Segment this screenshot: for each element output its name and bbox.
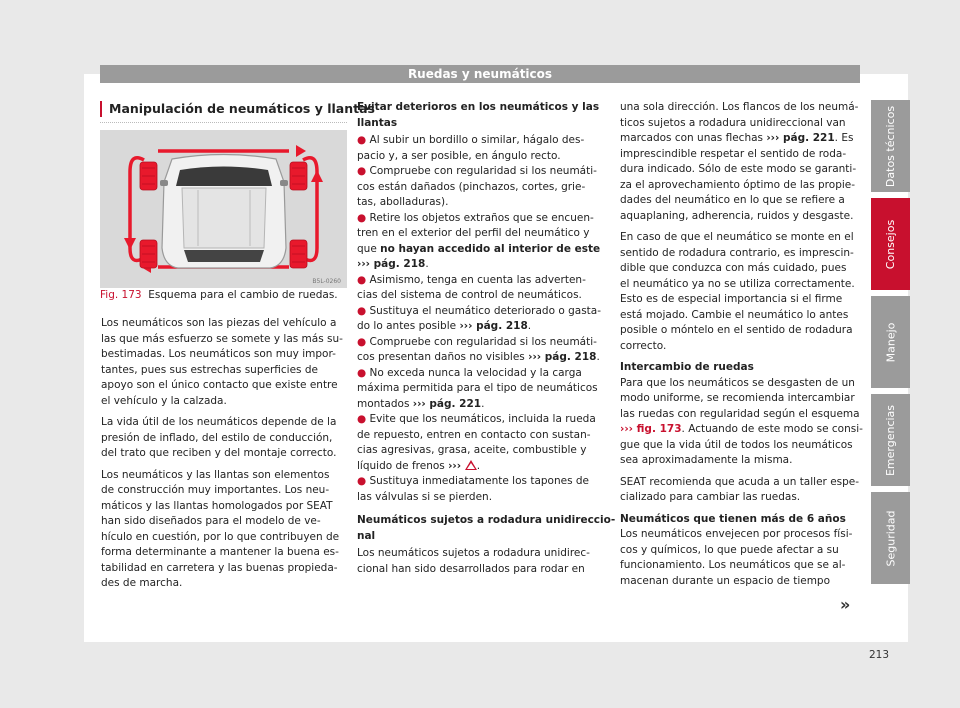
tab-consejos[interactable]: Consejos (871, 198, 910, 290)
paragraph: SEAT recomienda que acuda a un taller espe- cializado para cambiar las ruedas. (620, 475, 860, 503)
tab-manejo[interactable]: Manejo (871, 296, 910, 388)
bullet-icon: ● (357, 335, 367, 348)
figure-caption (100, 288, 352, 302)
list-item: ● Compruebe con regularidad si los neumáti- cos están dañados (pinchazos, cortes, grie- tas, abolladuras). (357, 165, 597, 208)
paragraph: En caso de que el neumático se monte en el sentido de rodadura contrario, es imprescin- dible que conduzca con más cuidado, pues el neumático ya no se utiliza correctamente. Esto es de especial importancia si el firme está mojado. Cambie el neumático lo antes posible o móntelo en el sentido de rodadura correcto. (620, 231, 855, 352)
list-item: ● No exceda nunca la velocidad y la carga máxima permitida para el tipo de neumáticos montados ››› pág. 221. (357, 366, 598, 410)
figure-reference-link[interactable]: ››› fig. 173 (620, 423, 682, 435)
column-1 (101, 316, 353, 598)
tab-emergencias[interactable]: Emergencias (871, 394, 910, 486)
car-top-view-illustration (100, 130, 347, 288)
page-reference-link[interactable]: ››› pág. 218 (528, 351, 597, 363)
bullet-icon: ● (357, 366, 367, 379)
page-reference-link[interactable]: ››› pág. 221 (412, 397, 482, 410)
figure-number: Fig. 173 (100, 289, 142, 301)
paragraph: una sola dirección. Los flancos de los neumá- ticos sujetos a rodadura unidireccional van marcados con unas flechas ››› pág. 221. Es imprescindible respetar el sentido de roda- dura indicado. Sólo de este modo se garanti- za el aprovechamiento óptimo de las propie- dades del neumático en lo que se refiere a aquaplaning, adherencia, ruidos y desgaste. (620, 101, 859, 222)
list-item: ● Asimismo, tenga en cuenta las adverten- cias del sistema de control de neumáticos. (357, 273, 586, 301)
subheading-damage: Evitar deterioros en los neumáticos y las llantas (357, 101, 600, 129)
page-reference-link[interactable]: ››› pág. 221 (766, 132, 835, 144)
paragraph: La vida útil de los neumáticos depende de la presión de inflado, del estilo de conducción, del trato que reciben y del montaje correcto. (101, 416, 337, 459)
column-3 (620, 100, 865, 595)
subheading-wheel-rotation: Intercambio de ruedas (620, 361, 754, 373)
bullet-icon: ● (357, 304, 367, 317)
bullet-icon: ● (357, 475, 367, 487)
bullet-icon: ● (357, 134, 367, 146)
list-item: ● Compruebe con regularidad si los neumáti- cos presentan daños no visibles ››› pág. 218. (357, 335, 600, 363)
page-number: 213 (869, 649, 890, 661)
warning-reference-link[interactable]: ››› (448, 460, 477, 472)
paragraph: Los neumáticos son las piezas del vehículo a las que más esfuerzo se somete y las más su- bestimadas. Los neumáticos son muy impor- tantes, pues sus estrechas superficies de apoyo son el único contacto que existe entre el vehículo y la calzada. (101, 317, 343, 407)
tab-datos-tecnicos[interactable]: Datos técnicos (871, 100, 910, 192)
car-body (160, 155, 288, 269)
paragraph: Los neumáticos envejecen por procesos físi- cos y químicos, lo que puede afectar a su funcionamiento. Los neumáticos que se al- macenan durante un espacio de tiempo (620, 528, 853, 587)
warning-triangle-icon (465, 460, 477, 470)
subheading-old-tyres: Neumáticos que tienen más de 6 años (620, 512, 846, 525)
column-2 (357, 100, 616, 577)
list-item: ● Sustituya el neumático deteriorado o gasta- do lo antes posible ››› pág. 218. (357, 304, 602, 332)
list-item: ● Retire los objetos extraños que se encuen- tren en el exterior del perfil del neumático y que no hayan accedido al interior de este ››› pág. 218. (357, 211, 601, 270)
subheading-unidirectional: Neumáticos sujetos a rodadura unidireccio- nal (357, 514, 616, 542)
paragraph: Los neumáticos sujetos a rodadura unidirec- cional han sido desarrollados para rodar en (357, 547, 590, 575)
tab-seguridad[interactable]: Seguridad (871, 492, 910, 584)
bullet-icon: ● (357, 413, 367, 425)
page-reference-link[interactable]: ››› pág. 218 (459, 320, 528, 332)
continue-icon: » (840, 595, 851, 614)
section-title: Manipulación de neumáticos y llantas (100, 101, 355, 117)
figure-code: B5L-0260 (312, 278, 341, 285)
running-header: Ruedas y neumáticos (100, 65, 860, 83)
bullet-icon: ● (357, 211, 367, 224)
page-reference-link[interactable]: ››› pág. 218 (357, 258, 426, 270)
list-item: ● Evite que los neumáticos, incluida la rueda de repuesto, entren en contacto con sustan- cias agresivas, grasa, aceite, combustible y líquido de frenos ››› . (357, 413, 596, 472)
figure-wheel-rotation (100, 130, 347, 288)
list-item: ● Sustituya inmediatamente los tapones de las válvulas si se pierden. (357, 475, 590, 503)
bullet-icon: ● (357, 165, 367, 177)
list-item: ● Al subir un bordillo o similar, hágalo des- pacio y, a ser posible, en ángulo recto. (357, 134, 585, 162)
paragraph: Los neumáticos y las llantas son elementos de construcción muy importantes. Los neu- máticos y las llantas homologados por SEAT han sido diseñados para el modelo de ve- hículo en cuestión, por lo que contribuyen de forma determinante a mantener la buena es- tabilidad en carretera y las buenas propieda- des de marcha. (101, 468, 340, 589)
caption-text: Esquema para el cambio de ruedas. (148, 289, 338, 301)
title-divider (100, 122, 347, 123)
bullet-icon: ● (357, 273, 367, 286)
paragraph: Para que los neumáticos se desgasten de un modo uniforme, se recomienda intercambiar las ruedas con regularidad según el esquema ››› fig. 173. Actuando de este modo se consi- gue que la vida útil de todos los neumáticos sea aproximadamente la misma. (620, 376, 863, 466)
